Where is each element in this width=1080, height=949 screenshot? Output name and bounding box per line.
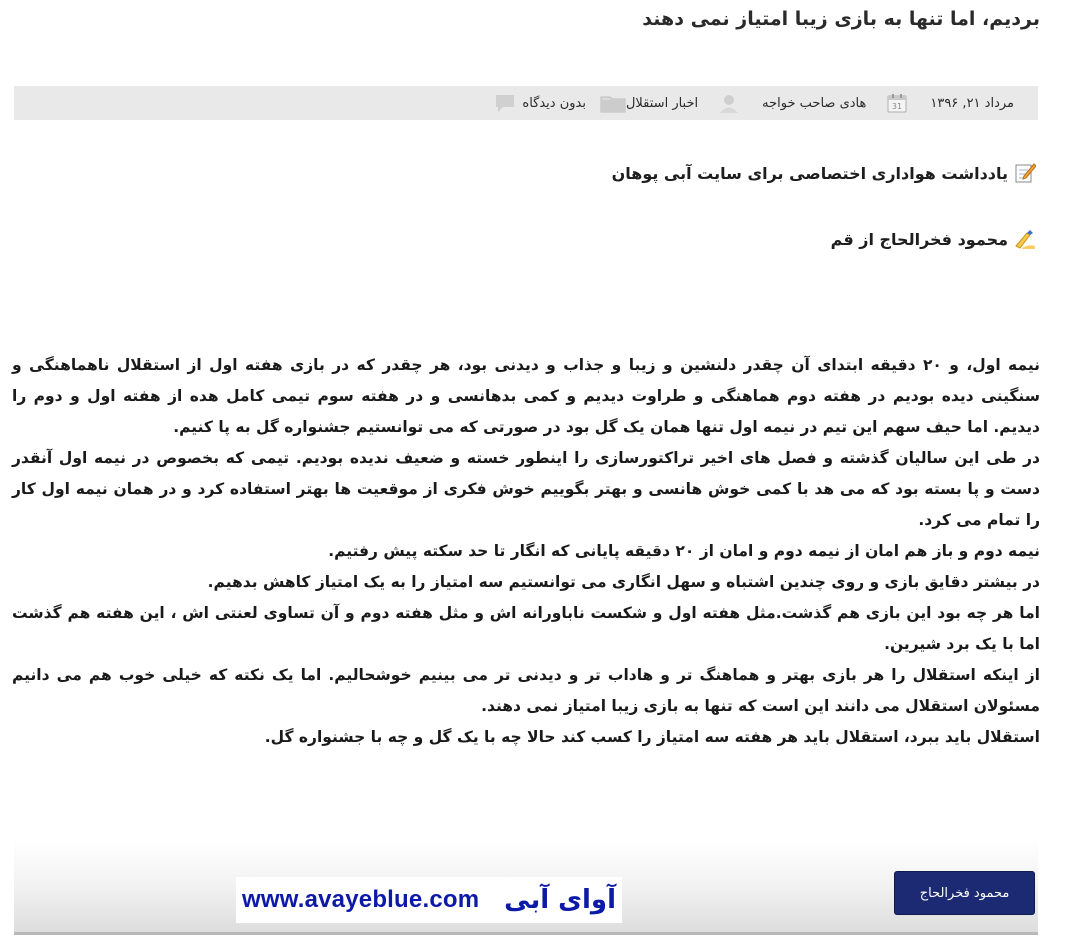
calendar-icon xyxy=(886,93,908,113)
article-paragraph: اما هر چه بود این بازی هم گذشت.مثل هفته اول و شکست ناباورانه اش و مثل هفته دوم و آن تساوی لعنتی اش ، این هفته هم گذشت اما با یک برد شیرین. xyxy=(12,604,1040,653)
footer-divider xyxy=(14,932,1038,935)
intro-writer xyxy=(36,228,1036,250)
post-meta-bar xyxy=(14,86,1038,120)
svg-text:31: 31 xyxy=(892,102,903,111)
article-paragraph: در بیشتر دقایق بازی و روی چندین اشتباه و سهل انگاری می توانستیم سه امتیاز را به یک امتیاز کاهش بدهیم. xyxy=(207,573,1040,591)
article-title: بردیم، اما تنها به بازی زیبا امتیاز نمی دهند xyxy=(642,8,1040,30)
memo-icon xyxy=(1014,162,1036,184)
watermark-url: www.avayeblue.com xyxy=(242,886,480,913)
author-tag-button[interactable]: محمود فخرالحاج xyxy=(894,871,1035,915)
post-author-name[interactable]: هادی صاحب خواجه xyxy=(762,95,867,111)
post-comments-link[interactable]: بدون دیدگاه xyxy=(522,95,586,111)
article-body xyxy=(12,350,1040,753)
post-category-link[interactable]: اخبار استقلال xyxy=(625,95,699,111)
user-icon xyxy=(718,93,740,113)
comment-icon xyxy=(494,93,516,113)
article-paragraph: نیمه اول، و ۲۰ دقیقه ابتدای آن چقدر دلنشین و زیبا و جذاب و دیدنی بود، هر چقدر که در بازی هفته اول از استقلال ناهماهنگی و سنگینی دیده بودیم در هفته دوم هماهنگی و طراوت دیدیم و کمی بدهانسی و در هفته سوم تیمی کامل هده از هفته اول و دوم را دیدیم. اما حیف سهم این تیم در نیمه اول تنها همان یک گل بود در صورتی که می توانستیم جشنواره گل به پا کنیم. xyxy=(12,356,1040,436)
intro-note-text: یادداشت هواداری اختصاصی برای سایت آبی پوهان xyxy=(611,163,1008,183)
intro-writer-text: محمود فخرالحاج از قم xyxy=(830,229,1008,249)
post-author[interactable] xyxy=(712,93,866,113)
post-comments[interactable] xyxy=(488,93,586,113)
article-paragraph: استقلال باید ببرد، استقلال باید هر هفته سه امتیاز را کسب کند حالا چه با یک گل و چه با جشنواره گل. xyxy=(264,728,1040,746)
article-paragraph: در طی این سالیان گذشته و فصل های اخیر تراکتورسازی را اینطور خسته و ضعیف ندیده بودیم. تیمی که بخصوص در نیمه اول آنقدر دست و پا بسته بود که می هد با کمی خوش هانسی و بهتر بگوییم خوش فکری از موقعیت ها بهتر استفاده کرد و در همان نیمه اول کار را تمام می کرد. xyxy=(12,449,1040,529)
article-paragraph: از اینکه استقلال را هر بازی بهتر و هماهنگ تر و هاداب تر و دیدنی تر می بینیم خوشحالیم. اما یک نکته که خیلی خوب هم می دانیم مسئولان استقلال می دانند این است که تنها به بازی زیبا امتیاز نمی دهند. xyxy=(12,666,1040,715)
post-date xyxy=(880,93,1014,113)
site-watermark xyxy=(236,877,622,923)
writing-hand-icon xyxy=(1014,228,1036,250)
watermark-name: آوای آبی xyxy=(504,885,616,915)
intro-note xyxy=(36,162,1036,184)
folder-icon xyxy=(600,93,626,113)
article-paragraph: نیمه دوم و باز هم امان از نیمه دوم و امان از ۲۰ دقیقه پایانی که انگار تا حد سکته پیش رفتیم. xyxy=(328,542,1040,560)
post-date-text: مرداد ۲۱, ۱۳۹۶ xyxy=(930,95,1014,111)
post-category[interactable] xyxy=(600,93,698,113)
